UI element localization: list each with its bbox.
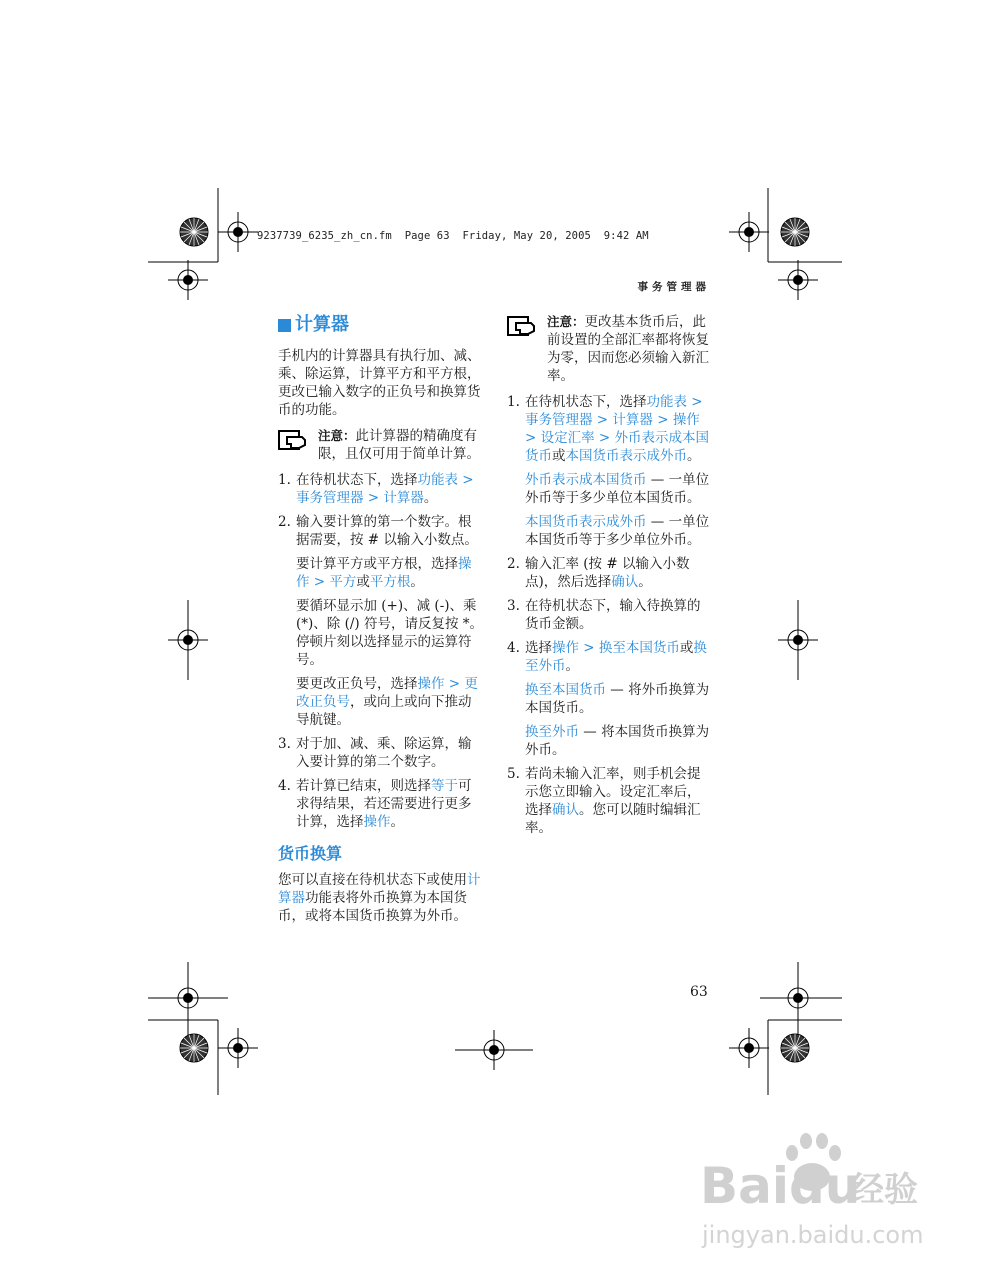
list-item: 1. 在待机状态下，选择功能表 > 事务管理器 > 计算器 > 操作 > 设定汇率 > 外币表示成本国货币或本国货币表示成外币。 外币表示成本国货币 — 一单位外币等于多少单位本国货币。 本国货币表示成外币 — 一单位本国货币等于多少单位外币。	[507, 394, 710, 548]
menu-link[interactable]: 更改正负号	[296, 676, 478, 710]
list-item: 5. 若尚未输入汇率，则手机会提示您立即输入。设定汇率后，选择确认。您可以随时编辑汇率。	[507, 766, 701, 836]
menu-link[interactable]: 操作	[672, 412, 700, 428]
menu-link[interactable]: 设定汇率	[540, 430, 595, 446]
file-info-line: 9237739_6235_zh_cn.fm Page 63 Friday, May 20, 2005 9:42 AM	[257, 230, 649, 242]
calculator-note	[278, 427, 483, 463]
watermark-url: jingyan.baidu.com	[702, 1221, 924, 1249]
currency-note	[507, 313, 712, 385]
page-number: 63	[690, 984, 708, 1000]
section-title-currency: 货币换算	[278, 844, 343, 863]
menu-link[interactable]: 事务管理器	[525, 412, 593, 428]
list-item: 3. 对于加、减、乘、除运算，输入要计算的第二个数字。	[278, 736, 472, 770]
left-column	[278, 313, 483, 925]
right-column	[507, 313, 712, 837]
list-item: 3. 在待机状态下，输入待换算的货币金额。	[507, 598, 701, 632]
note-label: 注意：	[547, 314, 585, 329]
watermark-brand: Baidu	[700, 1157, 861, 1215]
menu-link[interactable]: 计算器	[383, 490, 424, 506]
list-item: 4. 选择操作 > 换至本国货币或换至外币。 换至本国货币 — 将外币换算为本国货币。 换至外币 — 将本国货币换算为外币。	[507, 640, 710, 758]
menu-link[interactable]: 本国货币表示成外币	[525, 514, 647, 530]
calculator-steps	[278, 471, 483, 831]
menu-link[interactable]: 操作	[552, 640, 579, 656]
menu-link[interactable]: 操作	[296, 556, 472, 590]
section-title-calculator: 计算器	[278, 313, 483, 337]
list-item: 2. 输入汇率 (按 # 以输入小数点)，然后选择确认。	[507, 556, 690, 590]
menu-link[interactable]: 换至外币	[525, 724, 579, 740]
note-label: 注意：	[318, 428, 356, 443]
menu-link[interactable]: 外币表示成本国货币	[525, 430, 710, 464]
menu-link[interactable]: 等于	[431, 778, 458, 794]
note-hand-icon	[507, 315, 537, 339]
menu-link[interactable]: 平方根	[369, 574, 411, 590]
menu-link[interactable]: 换至外币	[525, 640, 707, 674]
menu-link[interactable]: 功能表	[417, 472, 458, 488]
menu-link[interactable]: 计算器	[278, 872, 481, 906]
currency-steps	[507, 393, 712, 837]
watermark-brand-cn: 经验	[850, 1170, 918, 1210]
menu-link[interactable]: 平方	[329, 574, 357, 590]
menu-link[interactable]: 功能表	[646, 394, 687, 410]
list-item: 1. 在待机状态下，选择功能表 > 事务管理器 > 计算器。	[278, 472, 474, 506]
running-head: 事务管理器	[637, 281, 710, 293]
menu-link[interactable]: 操作	[417, 676, 445, 692]
note-text: 此计算器的精确度有限，且仅可用于简单计算。	[318, 428, 480, 462]
menu-link[interactable]: 换至本国货币	[598, 640, 680, 656]
list-item: 4. 若计算已结束，则选择等于可求得结果，若还需要进行更多计算，选择操作。	[278, 778, 472, 830]
baidu-watermark	[700, 1125, 960, 1265]
currency-intro: 您可以直接在待机状态下或使用计算器功能表将外币换算为本国货币，或将本国货币换算为外币。	[278, 872, 481, 924]
menu-link[interactable]: 计算器	[612, 412, 653, 428]
note-text: 更改基本货币后，此前设置的全部汇率都将恢复为零，因而您必须输入新汇率。	[547, 314, 709, 384]
menu-link[interactable]: 本国货币表示成外币	[565, 448, 687, 464]
note-hand-icon	[278, 429, 308, 453]
menu-link[interactable]: 外币表示成本国货币	[525, 472, 647, 488]
menu-link[interactable]: 事务管理器	[296, 490, 364, 506]
square-bullet-icon	[278, 319, 291, 332]
menu-link[interactable]: 换至本国货币	[525, 682, 606, 698]
menu-link[interactable]: 确认	[611, 574, 639, 590]
menu-link[interactable]: 确认	[552, 802, 579, 818]
list-item: 2. 输入要计算的第一个数字。根据需要，按 # 以输入小数点。 要计算平方或平方根，选择操作 > 平方或平方根。 要循环显示加 (+)、减 (-)、乘 (*)、除 (/) 符号，请反复按 *。停顿片刻以选择显示的运算符号。 要更改正负号，选择操作 > 更改正负号，或向上或向下推动导航键。	[278, 514, 483, 728]
calculator-intro: 手机内的计算器具有执行加、减、乘、除运算，计算平方和平方根，更改已输入数字的正负号和换算货币的功能。	[278, 348, 481, 418]
menu-link[interactable]: 操作	[363, 814, 391, 830]
